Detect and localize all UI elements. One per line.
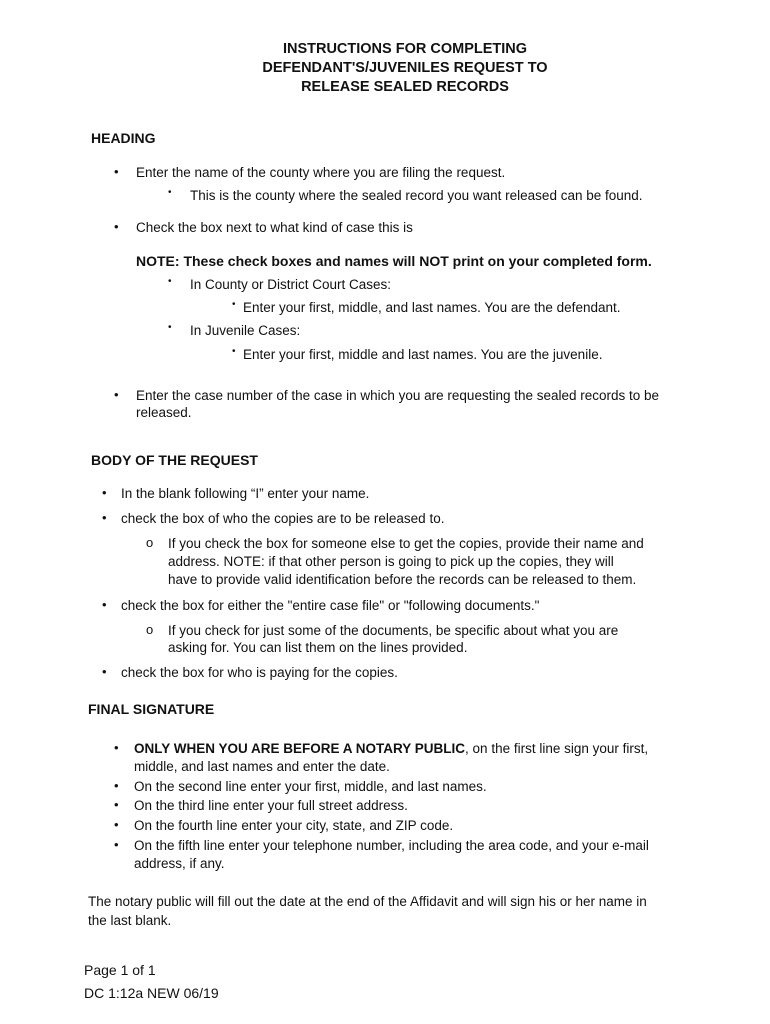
body-item-4: check the box for who is paying for the copies. bbox=[121, 665, 398, 680]
bullet-solid: • bbox=[114, 778, 119, 793]
bullet-solid: • bbox=[102, 510, 107, 525]
document-title bbox=[0, 40, 770, 97]
body-item-2: check the box of who the copies are to be released to. bbox=[121, 511, 445, 526]
signature-item-1 bbox=[134, 740, 648, 757]
heading-county: Enter the name of the county where you are filing the request. bbox=[136, 165, 506, 180]
title-line-1: INSTRUCTIONS FOR COMPLETING bbox=[282, 41, 528, 57]
bullet-circle: o bbox=[146, 535, 154, 550]
signature-item-1-rest: , on the first line sign your first, bbox=[465, 741, 649, 756]
body-item-3: check the box for either the "entire case file" or "following documents." bbox=[121, 598, 540, 613]
bullet-solid: • bbox=[114, 164, 119, 179]
bullet-solid: • bbox=[102, 664, 107, 679]
body-item-3-sub-line-2: asking for. You can list them on the lines provided. bbox=[168, 640, 468, 655]
signature-item-5-line-2: address, if any. bbox=[134, 856, 225, 871]
body-item-3-sub-line-1: If you check for just some of the documents, be specific about what you are bbox=[168, 623, 619, 638]
signature-item-4: On the fourth line enter your city, state, and ZIP code. bbox=[134, 818, 454, 833]
bullet-circle: o bbox=[146, 622, 154, 637]
heading-county-sub: This is the county where the sealed record you want released can be found. bbox=[190, 188, 643, 203]
bullet-solid: • bbox=[114, 837, 119, 852]
heading-case-number-line-2: released. bbox=[136, 405, 192, 420]
bullet-small: • bbox=[168, 187, 172, 198]
closing-line-1: The notary public will fill out the date at the end of the Affidavit and will sign his or her name in bbox=[88, 894, 647, 909]
bullet-solid: • bbox=[102, 597, 107, 612]
bullet-solid: • bbox=[114, 797, 119, 812]
bullet-small: • bbox=[168, 322, 172, 333]
body-item-2-sub-line-3: have to provide valid identification before the records can be released to them. bbox=[168, 572, 637, 587]
bullet-small: • bbox=[232, 346, 236, 357]
signature-item-1-line-2: middle, and last names and enter the date. bbox=[134, 759, 390, 774]
bullet-solid: • bbox=[114, 219, 119, 234]
footer-form-id: DC 1:12a NEW 06/19 bbox=[84, 985, 219, 1001]
signature-item-1-bold: ONLY WHEN YOU ARE BEFORE A NOTARY PUBLIC bbox=[134, 741, 466, 756]
heading-juvenile-sub: Enter your first, middle and last names. You are the juvenile. bbox=[243, 347, 603, 362]
body-item-1: In the blank following “I” enter your name. bbox=[121, 486, 370, 501]
signature-item-2: On the second line enter your first, middle, and last names. bbox=[134, 779, 487, 794]
body-item-2-sub-line-2: address. NOTE: if that other person is going to pick up the copies, they will bbox=[168, 554, 614, 569]
heading-county-district: In County or District Court Cases: bbox=[190, 277, 392, 292]
bullet-solid: • bbox=[102, 485, 107, 500]
bullet-small: • bbox=[168, 276, 172, 287]
section-body-title: BODY OF THE REQUEST bbox=[91, 452, 258, 468]
heading-case-number-line-1: Enter the case number of the case in which you are requesting the sealed records to be bbox=[136, 388, 660, 403]
section-signature-title: FINAL SIGNATURE bbox=[88, 701, 215, 717]
closing-line-2: the last blank. bbox=[88, 913, 172, 928]
title-line-3: RELEASE SEALED RECORDS bbox=[301, 79, 509, 95]
bullet-small: • bbox=[232, 299, 236, 310]
heading-note: NOTE: These check boxes and names will NOT print on your completed form. bbox=[136, 253, 652, 269]
section-heading-title: HEADING bbox=[91, 130, 156, 146]
footer-page-number: Page 1 of 1 bbox=[84, 962, 156, 978]
title-line-2: DEFENDANT'S/JUVENILES REQUEST TO bbox=[262, 60, 548, 76]
signature-item-5-line-1: On the fifth line enter your telephone number, including the area code, and your e-mail bbox=[134, 838, 649, 853]
heading-county-district-sub: Enter your first, middle, and last names. You are the defendant. bbox=[243, 300, 621, 315]
heading-check-box: Check the box next to what kind of case this is bbox=[136, 220, 413, 235]
bullet-solid: • bbox=[114, 387, 119, 402]
bullet-solid: • bbox=[114, 817, 119, 832]
heading-juvenile: In Juvenile Cases: bbox=[190, 323, 301, 338]
body-item-2-sub-line-1: If you check the box for someone else to get the copies, provide their name and bbox=[168, 536, 644, 551]
signature-item-3: On the third line enter your full street address. bbox=[134, 798, 408, 813]
bullet-solid: • bbox=[114, 740, 119, 755]
